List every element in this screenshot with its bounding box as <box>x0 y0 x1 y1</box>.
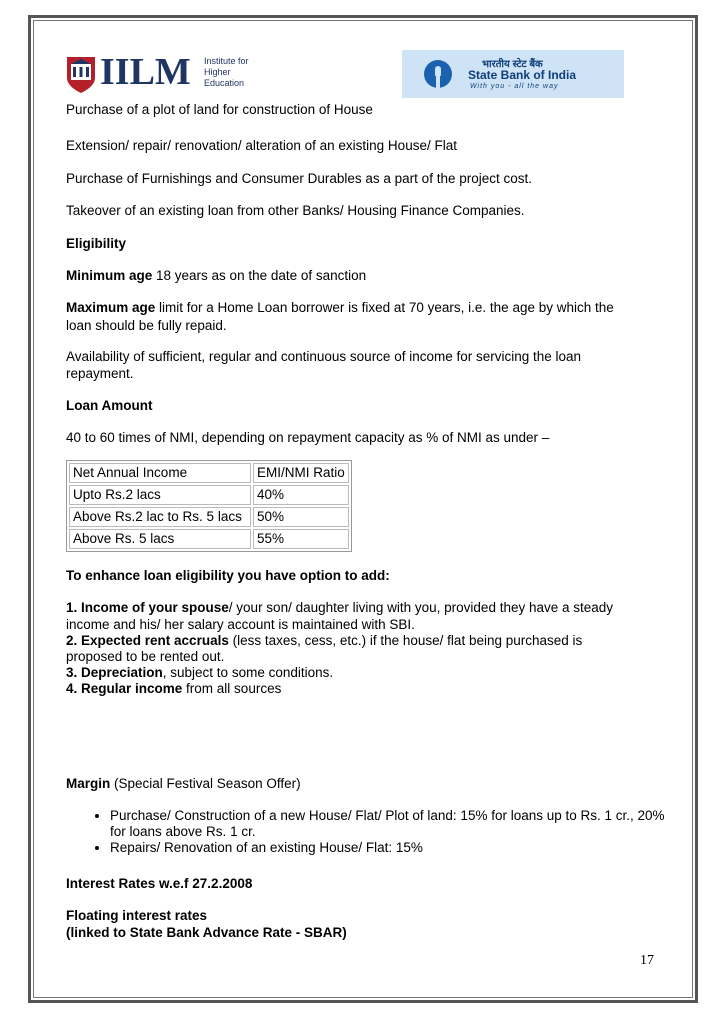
enhance-heading: To enhance loan eligibility you have option to add: <box>66 568 390 583</box>
sbi-logo <box>402 50 624 98</box>
iilm-subtitle-line: Institute for <box>204 56 249 66</box>
iilm-subtitle <box>204 56 266 89</box>
interest-heading: Interest Rates w.e.f 27.2.2008 <box>66 876 253 891</box>
table-header-row <box>69 463 349 483</box>
sbi-hindi-name: भारतीय स्टेट बैंक <box>482 59 543 70</box>
table-cell: Above Rs.2 lac to Rs. 5 lacs <box>69 507 251 527</box>
enhance-item-3: 3. Depreciation, subject to some conditions. <box>66 665 334 680</box>
min-age: Minimum age 18 years as on the date of sanction <box>66 268 367 283</box>
enhance-item-2: 2. Expected rent accruals (less taxes, cess, etc.) if the house/ flat being purchased is <box>66 633 583 648</box>
income-requirement-cont: repayment. <box>66 366 134 381</box>
table-cell: 55% <box>253 529 349 549</box>
table-cell: Above Rs. 5 lacs <box>69 529 251 549</box>
purpose-item: Purchase of Furnishings and Consumer Durables as a part of the project cost. <box>66 171 532 186</box>
loan-amount-heading: Loan Amount <box>66 398 153 413</box>
margin-heading: Margin (Special Festival Season Offer) <box>66 776 301 791</box>
enhance-item-4: 4. Regular income from all sources <box>66 681 282 696</box>
table-header-cell: Net Annual Income <box>69 463 251 483</box>
list-item: • Repairs/ Renovation of an existing House/ Flat: 15% <box>110 840 670 856</box>
max-age: Maximum age limit for a Home Loan borrower is fixed at 70 years, i.e. the age by which the <box>66 300 614 315</box>
sbi-name: State Bank of India <box>468 68 577 82</box>
table-row <box>69 485 349 505</box>
table-header-cell: EMI/NMI Ratio <box>253 463 349 483</box>
income-requirement: Availability of sufficient, regular and continuous source of income for servicing the loan <box>66 349 582 364</box>
purpose-item: Takeover of an existing loan from other Banks/ Housing Finance Companies. <box>66 203 525 218</box>
max-age-cont: loan should be fully repaid. <box>66 318 227 333</box>
iilm-logo <box>66 52 266 108</box>
iilm-subtitle-line: Higher Education <box>204 67 245 88</box>
floating-heading-cont: (linked to State Bank Advance Rate - SBAR) <box>66 925 347 940</box>
purpose-item: Purchase of a plot of land for construction of House <box>66 102 373 117</box>
floating-heading: Floating interest rates <box>66 908 208 923</box>
page-number: 17 <box>640 953 654 968</box>
sbi-tagline: With you - all the way <box>470 83 559 90</box>
enhance-item-2-cont: proposed to be rented out. <box>66 649 225 664</box>
eligibility-heading: Eligibility <box>66 236 127 251</box>
table-cell: 50% <box>253 507 349 527</box>
enhance-item-1-cont: income and his/ her salary account is maintained with SBI. <box>66 617 415 632</box>
purpose-item: Extension/ repair/ renovation/ alteration of an existing House/ Flat <box>66 138 457 153</box>
list-item: • Purchase/ Construction of a new House/ Flat/ Plot of land: 15% for loans up to Rs. 1 cr., 20% for loans above Rs. 1 cr. <box>110 808 670 840</box>
iilm-shield-icon <box>66 56 96 94</box>
emi-ratio-table <box>66 460 352 552</box>
loan-amount-text: 40 to 60 times of NMI, depending on repayment capacity as % of NMI as under – <box>66 430 550 445</box>
table-row <box>69 529 349 549</box>
table-row <box>69 507 349 527</box>
iilm-wordmark: IILM <box>100 51 191 93</box>
sbi-keyhole-icon <box>424 60 452 88</box>
enhance-item-1: 1. Income of your spouse/ your son/ daughter living with you, provided they have a steady <box>66 600 614 615</box>
table-cell: 40% <box>253 485 349 505</box>
margin-list <box>66 808 670 856</box>
table-cell: Upto Rs.2 lacs <box>69 485 251 505</box>
